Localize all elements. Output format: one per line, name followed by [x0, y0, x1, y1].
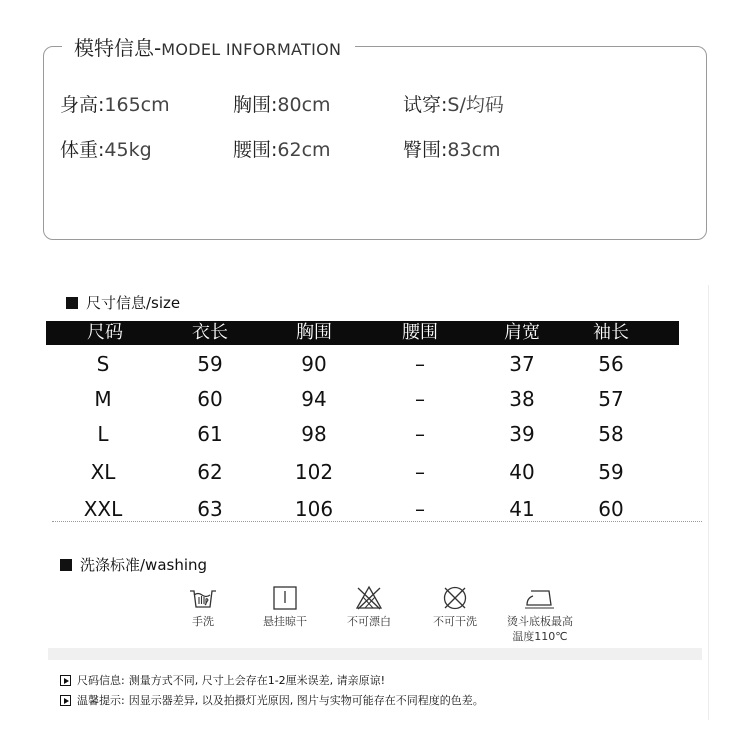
- cell-shoulder: 39: [509, 422, 535, 446]
- size-table-header: [46, 321, 679, 345]
- size-table-divider: [52, 521, 702, 522]
- wash-no-dry-clean: [410, 585, 500, 629]
- model-height-label: 身高:: [60, 94, 105, 116]
- wash-no-bleach-label: 不可漂白: [347, 615, 391, 628]
- cell-size: S: [96, 352, 110, 376]
- cell-length: 60: [197, 387, 223, 411]
- cell-bust: 98: [301, 422, 327, 446]
- cell-bust: 90: [301, 352, 327, 376]
- note-tip-label: 温馨提示:: [77, 694, 125, 707]
- model-weight-label: 体重:: [60, 139, 105, 161]
- model-waist-label: 腰围:: [233, 139, 278, 161]
- cell-sleeve: 60: [598, 497, 624, 521]
- cell-bust: 94: [301, 387, 327, 411]
- table-row: [0, 381, 750, 417]
- square-bullet-icon: [66, 297, 78, 309]
- note-size-label: 尺码信息:: [77, 674, 125, 687]
- col-header-sleeve: 袖长: [593, 322, 629, 343]
- note-warm-tip: [60, 692, 484, 708]
- model-height: [60, 90, 170, 117]
- col-header-size: 尺码: [87, 322, 123, 343]
- model-info-title: [62, 32, 355, 60]
- cell-sleeve: 58: [598, 422, 624, 446]
- cell-shoulder: 38: [509, 387, 535, 411]
- model-title-en: MODEL INFORMATION: [161, 40, 342, 59]
- model-weight: [60, 135, 152, 162]
- cell-sleeve: 59: [598, 460, 624, 484]
- wash-hand-wash-label: 手洗: [192, 615, 214, 628]
- table-row: [0, 416, 750, 452]
- wash-iron-label: 烫斗底板最高: [507, 615, 573, 628]
- cell-waist: –: [415, 352, 425, 376]
- cell-waist: –: [415, 387, 425, 411]
- cell-length: 59: [197, 352, 223, 376]
- col-header-shoulder: 肩宽: [504, 322, 540, 343]
- model-try-size-value: S/均码: [447, 94, 504, 116]
- wash-iron-label-2: 温度110℃: [512, 630, 568, 643]
- model-try-size: [403, 90, 504, 117]
- wash-no-bleach: [324, 585, 414, 629]
- wash-iron: [495, 585, 585, 644]
- model-waist: [233, 135, 331, 162]
- model-title-zh: 模特信息-: [74, 36, 162, 60]
- cell-bust: 106: [294, 497, 334, 521]
- hand-wash-icon: [188, 585, 218, 611]
- washing-heading-text: 洗涤标准/washing: [80, 556, 208, 574]
- cell-size: XL: [90, 460, 116, 484]
- cell-length: 61: [197, 422, 223, 446]
- cell-size: L: [97, 422, 109, 446]
- cell-shoulder: 41: [509, 497, 535, 521]
- model-try-size-label: 试穿:: [403, 94, 448, 116]
- cell-waist: –: [415, 460, 425, 484]
- col-header-waist: 腰围: [402, 322, 438, 343]
- size-heading: [66, 292, 180, 313]
- play-bullet-icon: [60, 695, 71, 706]
- model-waist-value: 62cm: [277, 139, 331, 161]
- note-size-text: 测量方式不同, 尺寸上会存在1-2厘米误差, 请亲原谅!: [128, 674, 386, 687]
- note-size-info: [60, 672, 385, 688]
- model-bust-value: 80cm: [277, 94, 331, 116]
- col-header-length: 衣长: [192, 322, 228, 343]
- model-hip-value: 83cm: [447, 139, 501, 161]
- hang-dry-icon: [270, 585, 300, 611]
- cell-waist: –: [415, 422, 425, 446]
- model-height-value: 165cm: [104, 94, 170, 116]
- cell-shoulder: 40: [509, 460, 535, 484]
- wash-hang-dry: [240, 585, 330, 629]
- model-bust: [233, 90, 331, 117]
- cell-length: 62: [197, 460, 223, 484]
- model-hip: [403, 135, 501, 162]
- note-tip-text: 因显示器差异, 以及拍摄灯光原因, 图片与实物可能存在不同程度的色差。: [128, 694, 484, 707]
- cell-shoulder: 37: [509, 352, 535, 376]
- square-bullet-icon: [60, 559, 72, 571]
- wash-hang-dry-label: 悬挂晾干: [263, 615, 307, 628]
- no-bleach-icon: [354, 585, 384, 611]
- model-weight-value: 45kg: [104, 139, 152, 161]
- cell-sleeve: 56: [598, 352, 624, 376]
- cell-waist: –: [415, 497, 425, 521]
- cell-sleeve: 57: [598, 387, 624, 411]
- notes-divider-band: [48, 648, 702, 660]
- wash-hand-wash: [158, 585, 248, 629]
- no-dry-clean-icon: [440, 585, 470, 611]
- cell-length: 63: [197, 497, 223, 521]
- table-row: [0, 346, 750, 382]
- play-bullet-icon: [60, 675, 71, 686]
- size-heading-text: 尺寸信息/size: [86, 294, 181, 312]
- model-bust-label: 胸围:: [233, 94, 278, 116]
- washing-heading: [60, 554, 207, 575]
- model-hip-label: 臀围:: [403, 139, 448, 161]
- cell-bust: 102: [294, 460, 334, 484]
- table-row: [0, 454, 750, 490]
- wash-no-dry-clean-label: 不可干洗: [433, 615, 477, 628]
- col-header-bust: 胸围: [296, 322, 332, 343]
- cell-size: M: [94, 387, 112, 411]
- cell-size: XXL: [83, 497, 123, 521]
- iron-icon: [523, 585, 557, 611]
